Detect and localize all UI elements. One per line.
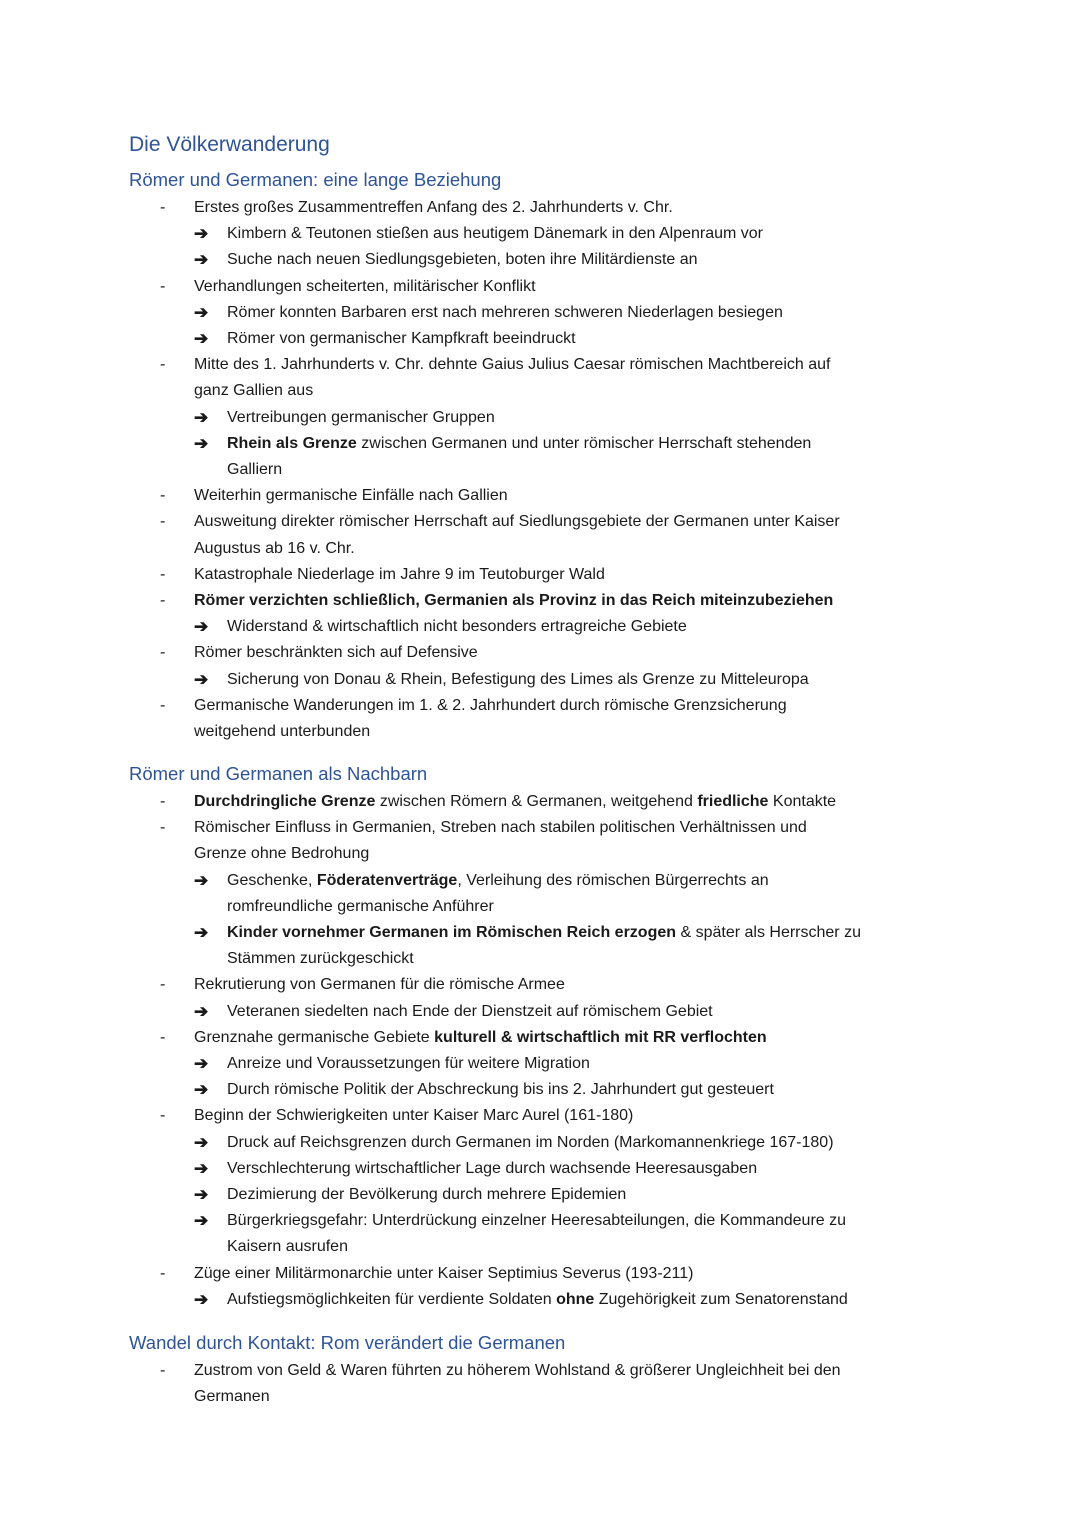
arrow-icon: ➔ [194,870,209,890]
text: Verschlechterung wirtschaftlicher Lage durch wachsende Heeresausgaben [227,1159,758,1177]
text: Germanische Wanderungen im 1. & 2. Jahrhundert durch römische Grenzsicherung [194,696,787,714]
arrow-icon: ➔ [194,1001,209,1021]
text: romfreundliche germanische Anführer [227,897,494,915]
sub-point-text-line [227,221,950,247]
text: Verhandlungen scheiterten, militärischer Konflikt [194,277,536,295]
bold-text: Rhein als Grenze [227,434,357,452]
arrow-icon: ➔ [194,669,209,689]
bullet-dash: - [160,277,166,295]
text: weitgehend unterbunden [194,723,371,740]
sub-point-text-line [227,614,950,640]
text: Kaisern ausrufen [227,1238,348,1256]
text: Dezimierung der Bevölkerung durch mehrere Epidemien [227,1186,627,1203]
arrow-icon: ➔ [194,1185,209,1204]
text: Germanen [194,1388,270,1406]
sub-point-text-line [227,457,950,483]
text: Zustrom von Geld & Waren führten zu höherem Wohlstand & größerer Ungleichheit bei den [194,1362,841,1379]
document-title: Die Völkerwanderung [129,133,330,156]
sub-point-text-line [227,1287,950,1313]
bullet-dash: - [160,592,166,609]
bullet-text-line [194,483,950,509]
sub-point-text-line [227,326,950,352]
bullet-dash: - [160,1028,166,1046]
bullet-text-line [194,1103,950,1129]
bold-text: kulturell & wirtschaftlich mit RR verflochten [434,1028,767,1046]
sub-point-text-line [227,999,950,1025]
text: ganz Gallien aus [194,382,314,400]
text: Römer von germanischer Kampfkraft beeindruckt [227,330,576,347]
text: & später als Herrscher zu [676,924,861,941]
text: Druck auf Reichsgrenzen durch Germanen im Norden (Markomannenkriege 167-180) [227,1133,834,1151]
bullet-dash: - [160,819,166,837]
sub-point-text-line [227,920,950,946]
text: zwischen Römern & Germanen, weitgehend [375,793,698,810]
bullet-dash: - [160,1107,166,1125]
text: Aufstiegsmöglichkeiten für verdiente Soldaten [227,1290,557,1308]
text: Vertreibungen germanischer Gruppen [227,408,495,426]
text: Bürgerkriegsgefahr: Unterdrückung einzelner Heeresabteilungen, die Kommandeure zu [227,1212,847,1230]
text: Kontakte [768,793,837,810]
bullet-text-line [194,640,950,666]
sub-point-text-line [227,247,950,273]
sub-point-text-line [227,667,950,693]
text: Stämmen zurückgeschickt [227,950,414,968]
sub-point-text-line [227,431,950,457]
text: Sicherung von Donau & Rhein, Befestigung des Limes als Grenze zu Mitteleuropa [227,670,809,688]
bullet-dash: - [160,513,166,531]
text: zwischen Germanen und unter römischer Herrschaft stehenden [356,434,812,452]
text: , Verleihung des römischen Bürgerrechts an [457,871,769,889]
text: Anreize und Voraussetzungen für weitere Migration [227,1055,590,1072]
arrow-icon: ➔ [194,1054,209,1073]
arrow-icon: ➔ [194,433,209,453]
text: Weiterhin germanische Einfälle nach Gallien [194,487,508,505]
bullet-dash: - [160,976,166,994]
text: Veteranen siedelten nach Ende der Dienstzeit auf römischem Gebiet [227,1002,713,1020]
bullet-text-line [194,195,950,221]
bold-text: Römer verzichten schließlich, Germanien als Provinz in das Reich miteinzubeziehen [194,592,834,609]
text: Zugehörigkeit zum Senatorenstand [594,1290,848,1308]
bullet-text-line [194,509,950,535]
text: Katastrophale Niederlage im Jahre 9 im Teutoburger Wald [194,565,605,583]
arrow-icon: ➔ [194,1080,209,1100]
bold-text: ohne [556,1290,595,1308]
bullet-dash: - [160,1362,166,1379]
text: Beginn der Schwierigkeiten unter Kaiser Marc Aurel (161-180) [194,1107,634,1125]
text: Grenze ohne Bedrohung [194,845,370,863]
bullet-dash: - [160,356,166,374]
section-heading: Römer und Germanen: eine lange Beziehung [129,169,502,190]
section-heading: Römer und Germanen als Nachbarn [129,763,428,784]
sub-point-text-line [227,1130,950,1156]
bullet-text-line [194,1358,950,1384]
bullet-dash: - [160,644,166,662]
text: Augustus ab 16 v. Chr. [194,539,355,557]
bullet-text-line [194,841,950,867]
bullet-text-line [194,536,950,562]
arrow-icon: ➔ [194,224,209,244]
arrow-icon: ➔ [194,407,209,427]
bullet-dash: - [160,565,166,583]
sub-point-text-line [227,946,950,972]
arrow-icon: ➔ [194,302,209,322]
sub-point-text-line [227,894,950,920]
sub-point-text-line [227,300,950,326]
bullet-text-line [194,352,950,378]
bullet-text-line [194,972,950,998]
bullet-text-line [194,562,950,588]
arrow-icon: ➔ [194,329,209,348]
bullet-dash: - [160,793,166,810]
bold-text: Föderatenverträge [316,871,458,889]
bullet-text-line [194,693,950,719]
bullet-dash: - [160,696,166,714]
text: Römer konnten Barbaren erst nach mehreren schweren Niederlagen besiegen [227,303,783,321]
arrow-icon: ➔ [194,923,209,942]
bullet-text-line [194,274,950,300]
sub-point-text-line [227,868,950,894]
bullet-text-line [194,1261,950,1287]
bold-text: friedliche [697,793,769,810]
text: Mitte des 1. Jahrhunderts v. Chr. dehnte Gaius Julius Caesar römischen Machtbereich auf [194,356,831,374]
arrow-icon: ➔ [194,1132,209,1152]
sub-point-text-line [227,1156,950,1182]
bullet-dash: - [160,1264,166,1282]
bullet-text-line [194,588,950,614]
sub-point-text-line [227,1051,950,1077]
arrow-icon: ➔ [194,1211,209,1231]
text: Züge einer Militärmonarchie unter Kaiser Septimius Severus (193-211) [194,1264,694,1282]
text: Grenznahe germanische Gebiete [194,1028,435,1046]
arrow-icon: ➔ [194,617,209,637]
bullet-text-line [194,378,950,404]
bullet-dash: - [160,199,166,216]
sub-point-text-line [227,1077,950,1103]
text: Suche nach neuen Siedlungsgebieten, boten ihre Militärdienste an [227,251,698,269]
bullet-text-line [194,1025,950,1051]
text: Römer beschränkten sich auf Defensive [194,644,478,662]
bullet-text-line [194,1384,950,1410]
sub-point-text-line [227,1234,950,1260]
text: Geschenke, [227,871,317,889]
bullet-text-line [194,815,950,841]
bullet-text-line [194,719,950,745]
text: Ausweitung direkter römischer Herrschaft auf Siedlungsgebiete der Germanen unter Kaiser [194,513,840,531]
sub-point-text-line [227,1182,950,1208]
bold-text: Kinder vornehmer Germanen im Römischen Reich erzogen [227,924,677,941]
text: Kimbern & Teutonen stießen aus heutigem Dänemark in den Alpenraum vor [227,225,764,243]
arrow-icon: ➔ [194,250,209,270]
section-heading: Wandel durch Kontakt: Rom verändert die Germanen [129,1332,566,1353]
text: Rekrutierung von Germanen für die römische Armee [194,976,565,994]
bullet-dash: - [160,487,166,505]
text: Römischer Einfluss in Germanien, Streben nach stabilen politischen Verhältnissen und [194,819,807,837]
text: Durch römische Politik der Abschreckung bis ins 2. Jahrhundert gut gesteuert [227,1081,774,1099]
text: Widerstand & wirtschaftlich nicht besonders ertragreiche Gebiete [227,618,687,636]
sub-point-text-line [227,1208,950,1234]
bold-text: Durchdringliche Grenze [194,793,376,810]
text: Galliern [227,461,283,478]
arrow-icon: ➔ [194,1158,209,1178]
text: Erstes großes Zusammentreffen Anfang des 2. Jahrhunderts v. Chr. [194,199,673,216]
sub-point-text-line [227,405,950,431]
arrow-icon: ➔ [194,1289,209,1309]
bullet-text-line [194,789,950,815]
